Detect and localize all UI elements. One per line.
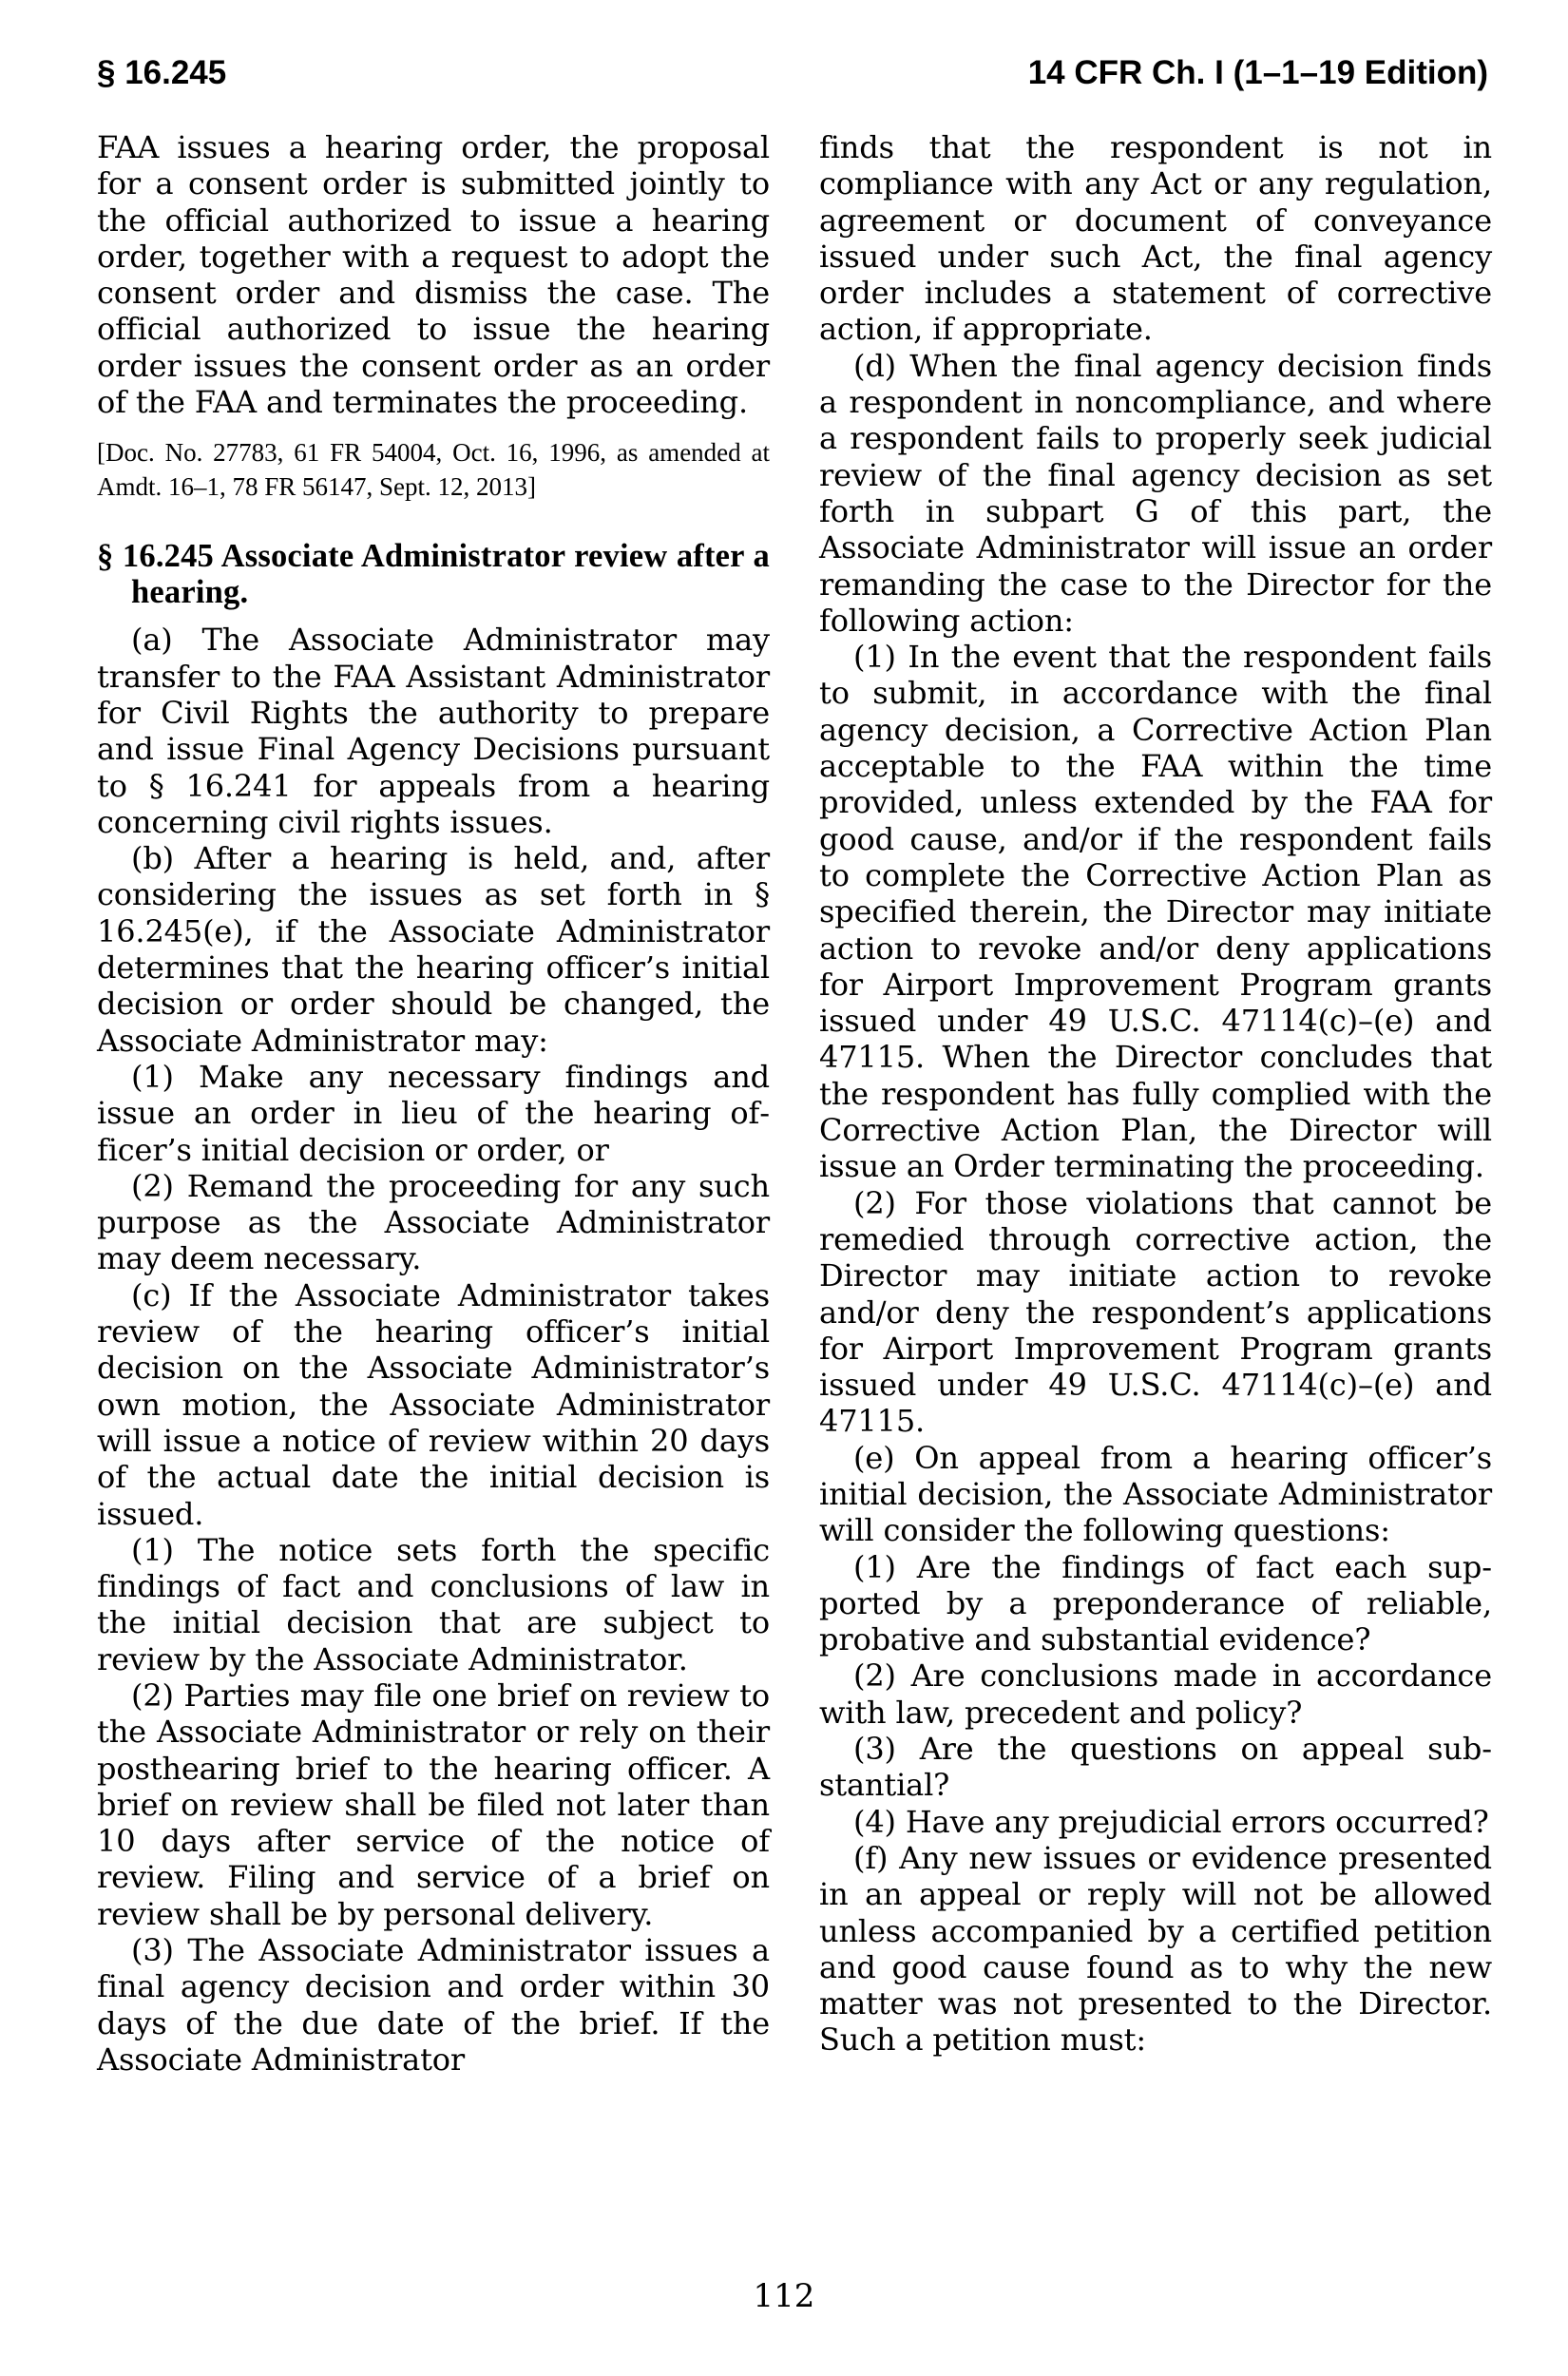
paragraph-e: (e) On appeal from a hearing officer’s initial decision, the Associate Administrator will consider the following questions: bbox=[819, 1439, 1492, 1549]
paragraph-b-2: (2) Remand the proceeding for any such purpose as the Associate Administrator may deem necessary. bbox=[97, 1167, 770, 1277]
header-section-number: § 16.245 bbox=[97, 54, 227, 91]
paragraph-d: (d) When the final agency decision finds a respondent in noncompliance, and where a respondent fails to properly seek judicial review of the final agency decision as set forth in subpart G of this part, the Associate Administrator will issue an order remanding the case to the Director for the following action: bbox=[819, 347, 1492, 639]
paragraph-b: (b) After a hearing is held, and, after considering the issues as set forth in § 16.245(e), if the Associate Administrator determines that the hearing officer’s initial decision or order should be changed, the Associate Administrator may: bbox=[97, 840, 770, 1059]
source-citation: [Doc. No. 27783, 61 FR 54004, Oct. 16, 1996, as amended at Amdt. 16–1, 78 FR 56147, Sept. 12, 2013] bbox=[97, 438, 770, 502]
paragraph-d-2: (2) For those violations that cannot be remedied through corrective action, the Director may initiate action to revoke and/or deny the respondent’s applications for Airport Improvement Program grants issued under 49 U.S.C. 47114(c)–(e) and 47115. bbox=[819, 1184, 1492, 1440]
paragraph-d-1: (1) In the event that the respondent fails to submit, in accordance with the final agency decision, a Corrective Action Plan acceptable to the FAA within the time provided, unless extended by the FAA for good cause, and/or if the respondent fails to complete the Corrective Action Plan as specified therein, the Director may initiate action to revoke and/or deny applications for Airport Improvement Program grants issued under 49 U.S.C. 47114(c)–(e) and 47115. When the Director concludes that the respondent has fully complied with the Corrective Action Plan, the Director will issue an Order terminating the proceeding. bbox=[819, 639, 1492, 1185]
paragraph-e-2: (2) Are conclusions made in accordance with law, precedent and policy? bbox=[819, 1657, 1492, 1731]
paragraph-f: (f) Any new issues or evidence presented in an appeal or reply will not be allowed unless accompanied by a certified petition and good cause found as to why the new matter was not presented to the Director. Such a petition must: bbox=[819, 1839, 1492, 2059]
paragraph-c-2: (2) Parties may file one brief on review to the Associate Administrator or rely on their posthearing brief to the hearing officer. A brief on review shall be filed not later than 10 days after service of the notice of review. Filing and service of a brief on review shall be by personal delivery. bbox=[97, 1677, 770, 1932]
paragraph-e-4: (4) Have any prejudicial errors occurred? bbox=[853, 1803, 1489, 1840]
continued-paragraph: FAA issues a hearing order, the proposal for a consent order is submitted jointly to the official authorized to issue a hearing order, together with a request to adopt the consent order and dismiss the case. The official authorized to issue the hearing order issues the consent order as an order of the FAA and terminates the proceeding. bbox=[97, 129, 770, 421]
paragraph-b-1: (1) Make any necessary findings and issue an order in lieu of the hearing officer’s initial decision or order, or bbox=[97, 1058, 770, 1168]
header-title: 14 CFR Ch. I (1–1–19 Edition) bbox=[1027, 54, 1488, 91]
paragraph-c-1: (1) The notice sets forth the specific findings of fact and conclusions of law in the initial decision that are subject to review by the Associate Administrator. bbox=[97, 1531, 770, 1677]
running-head bbox=[97, 49, 1488, 97]
continued-paragraph: finds that the respondent is not in compliance with any Act or any regulation, agreement or document of conveyance issued under such Act, the final agency order includes a statement of corrective action, if appropriate. bbox=[819, 129, 1492, 348]
section-heading: § 16.245 Associate Administrator review after a hearing. bbox=[97, 538, 770, 611]
right-column bbox=[819, 129, 1492, 2059]
paragraph-a: (a) The Associate Administrator may transfer to the FAA Assistant Administrator for Civil Rights the authority to prepare and issue Final Agency Decisions pursuant to § 16.241 for appeals from a hearing concerning civil rights issues. bbox=[97, 622, 770, 840]
paragraph-e-3: (3) Are the questions on appeal substantial? bbox=[819, 1731, 1492, 1804]
paragraph-c: (c) If the Associate Administrator takes review of the hearing officer’s initial decision on the Associate Administrator’s own motion, the Associate Administrator will issue a notice of review within 20 days of the actual date the initial decision is issued. bbox=[97, 1276, 770, 1532]
page-number: 112 bbox=[753, 2277, 815, 2315]
paragraph-e-1: (1) Are the findings of fact each supported by a preponderance of reliable, probative and substantial evidence? bbox=[819, 1548, 1492, 1658]
left-column bbox=[97, 129, 770, 2078]
paragraph-c-3: (3) The Associate Administrator issues a final agency decision and order within 30 days of the due date of the brief. If the Associate Administrator bbox=[97, 1932, 770, 2078]
